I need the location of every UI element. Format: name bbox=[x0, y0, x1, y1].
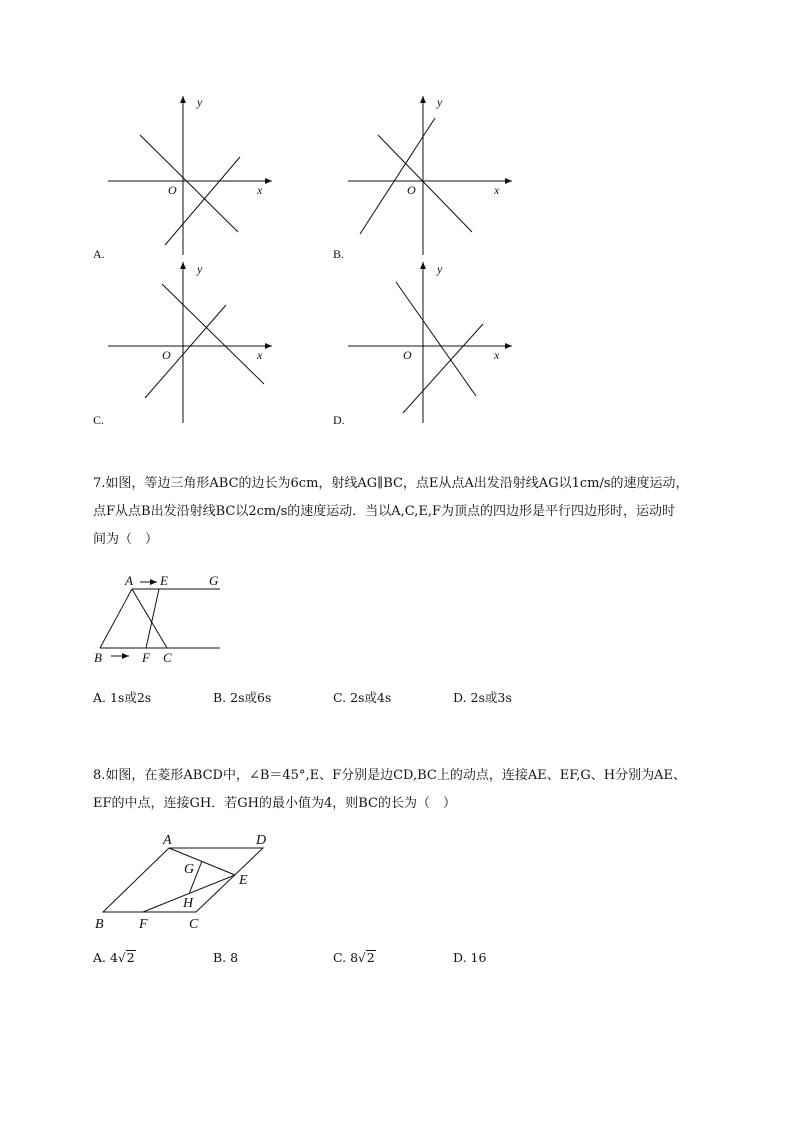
graph-option-label: C. bbox=[93, 413, 105, 427]
point-f-label: F bbox=[139, 917, 148, 932]
q8-option-a-prefix: A. 4 bbox=[93, 950, 118, 965]
point-e-label: E bbox=[160, 573, 168, 588]
q7-option-a[interactable]: A. 1s或2s bbox=[93, 690, 152, 705]
graph-option-label: B. bbox=[333, 247, 345, 261]
q7-line-3: 间为（ ） bbox=[93, 532, 159, 547]
q7-option-b[interactable]: B. 2s或6s bbox=[213, 690, 272, 705]
q8-option-a[interactable] bbox=[93, 950, 136, 965]
graph-option-label: A. bbox=[93, 247, 105, 261]
line-negative-slope bbox=[396, 282, 476, 396]
q8-figure bbox=[85, 828, 285, 938]
line-positive-slope bbox=[403, 324, 483, 413]
point-f-label: F bbox=[142, 650, 150, 665]
line-positive-slope bbox=[360, 118, 435, 234]
q8-line-2: EF的中点，连接GH．若GH的最小值为4，则BC的长为（ ） bbox=[93, 796, 456, 811]
line-negative-slope bbox=[162, 284, 264, 384]
q7-option-d[interactable]: D. 2s或3s bbox=[453, 690, 512, 705]
point-c-label: C bbox=[189, 917, 199, 932]
q7-line-2: 点F从点B出发沿射线BC以2cm/s的速度运动．当以A,C,E,F为顶点的四边形是平行四边形时，运动时 bbox=[93, 504, 676, 519]
side-ac bbox=[132, 589, 167, 648]
q7-line-1: 7.如图，等边三角形ABC的边长为6cm，射线AG∥BC，点E从点A出发沿射线AG以1cm/s的速度运动， bbox=[93, 476, 689, 491]
graphs-figure bbox=[0, 0, 794, 440]
point-a-label: A bbox=[125, 573, 133, 588]
q8-option-c-prefix: C. 8 bbox=[333, 950, 359, 965]
sqrt-sign: √ bbox=[117, 951, 126, 965]
q7-option-c[interactable]: C. 2s或4s bbox=[333, 690, 392, 705]
q8-text bbox=[93, 762, 733, 818]
q8-line-1: 8.如图，在菱形ABCD中，∠B＝45°,E、F分别是边CD,BC上的动点，连接AE、EF,G、H分别为AE、 bbox=[93, 768, 686, 783]
q8-option-a-radicand: 2 bbox=[126, 950, 135, 965]
origin-label: O bbox=[407, 183, 416, 197]
origin-label: O bbox=[162, 348, 171, 362]
q8-option-d[interactable]: D. 16 bbox=[453, 950, 487, 965]
axis-y-label: y bbox=[437, 95, 443, 109]
segment-ef bbox=[146, 589, 159, 648]
graph-a bbox=[108, 96, 272, 255]
axis-y-label: y bbox=[437, 262, 443, 276]
q7-figure bbox=[85, 568, 245, 673]
q8-option-b[interactable]: B. 8 bbox=[213, 950, 239, 965]
graph-option-label: D. bbox=[333, 413, 345, 427]
sqrt-sign: √ bbox=[358, 951, 366, 965]
axis-x-label: x bbox=[494, 183, 500, 197]
q8-option-c[interactable] bbox=[333, 950, 376, 965]
point-a-label: A bbox=[163, 833, 172, 848]
q7-text bbox=[93, 470, 733, 554]
point-g-label: G bbox=[209, 573, 219, 588]
q8-option-c-radicand: 2 bbox=[366, 950, 375, 965]
point-b-label: B bbox=[95, 917, 104, 932]
axis-x-label: x bbox=[494, 348, 500, 362]
side-ab bbox=[100, 589, 132, 648]
graph-b bbox=[348, 96, 512, 255]
point-b-label: B bbox=[94, 650, 102, 665]
axis-y-label: y bbox=[197, 95, 203, 109]
graph-c bbox=[108, 262, 272, 423]
axis-x-label: x bbox=[257, 183, 263, 197]
axis-y-label: y bbox=[197, 262, 203, 276]
axis-x-label: x bbox=[257, 348, 263, 362]
origin-label: O bbox=[403, 348, 412, 362]
origin-label: O bbox=[168, 183, 177, 197]
graph-d bbox=[348, 262, 512, 423]
point-c-label: C bbox=[163, 650, 172, 665]
point-h-label: H bbox=[183, 896, 194, 911]
point-e-label: E bbox=[239, 873, 248, 888]
point-d-label: D bbox=[256, 833, 267, 848]
line-positive-slope bbox=[145, 305, 226, 398]
point-g-label: G bbox=[184, 862, 195, 877]
